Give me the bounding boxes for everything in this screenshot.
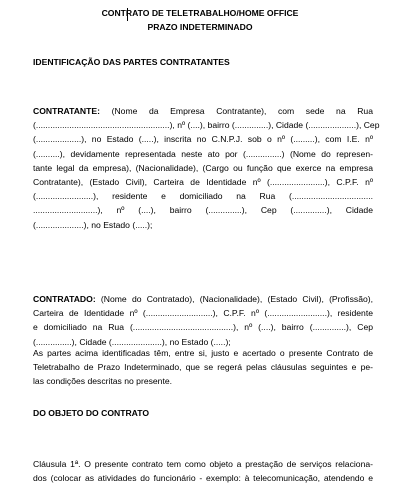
contratado-line: Carteira de Identidade nº (............................), C.P.F. nº (.........................), residente <box>33 308 373 319</box>
contratado-paragraph <box>33 292 373 349</box>
contratante-line: (...................), no Estado (.....), inscrita no C.N.P.J. sob o nº (.........), com I.E. nº <box>33 134 373 145</box>
contratante-line: (........................), residente e domiciliado na Rua (.................................. <box>33 191 373 202</box>
contratado-line: e domiciliado na Rua (..........................................), nº (....), bairro (..............), Cep <box>33 322 373 333</box>
contratante-line: (........................................................), nº (....), bairro (..............), Cidade (....................), Cep <box>33 120 380 131</box>
contratado-line: CONTRATADO: (Nome do Contratado), (Nacionalidade), (Estado Civil), (Profissão), <box>33 294 373 304</box>
contratado-label: CONTRATADO: <box>33 294 96 304</box>
contratante-line: tante legal da empresa), (Nacionalidade), (Cargo ou função que exerce na empresa <box>33 162 373 173</box>
contratado-line: (...............), Cidade (.....................), no Estado (.....); <box>33 336 231 347</box>
clause-line: Cláusula 1ª. O presente contrato tem como objeto a prestação de serviços relaciona- <box>33 459 373 469</box>
contratante-line: (....................), no Estado (.....); <box>33 219 153 230</box>
contratante-line: Contratante), (Estado Civil), Carteira de Identidade nº (.......................), C.P.F. nº <box>33 177 373 188</box>
agreement-line: As partes acima identificadas têm, entre si, justo e acertado o presente Contrato de <box>33 348 373 358</box>
clause-1-paragraph <box>33 457 373 485</box>
clause-line: dos (colocar as atividades do funcionário - exemplo: à telecomunicação, atendendo e <box>33 473 373 484</box>
contratante-label: CONTRATANTE: <box>33 106 100 116</box>
document-title: CONTRATO DE TELETRABALHO/HOME OFFICE <box>101 8 299 18</box>
section-heading-object: DO OBJETO DO CONTRATO <box>33 408 150 418</box>
agreement-paragraph <box>33 346 373 389</box>
section-heading-parties: IDENTIFICAÇÃO DAS PARTES CONTRATANTES <box>33 57 230 67</box>
agreement-line: Teletrabalho de Prazo Indeterminado, que se regerá pelas cláusulas seguintes e pe- <box>33 362 373 373</box>
contratante-line: CONTRATANTE: (Nome da Empresa Contratante), com sede na Rua <box>33 106 373 116</box>
agreement-line: las condições descritas no presente. <box>33 376 173 387</box>
contratante-paragraph <box>33 104 380 232</box>
contratante-line: (..........), devidamente representada neste ato por (...............) (Nome do represen- <box>33 148 373 159</box>
contratante-line: ...........................), nº (....), bairro (..............), Cep (..............), Cidade <box>33 205 373 216</box>
document-subtitle: PRAZO INDETERMINADO <box>147 22 253 32</box>
